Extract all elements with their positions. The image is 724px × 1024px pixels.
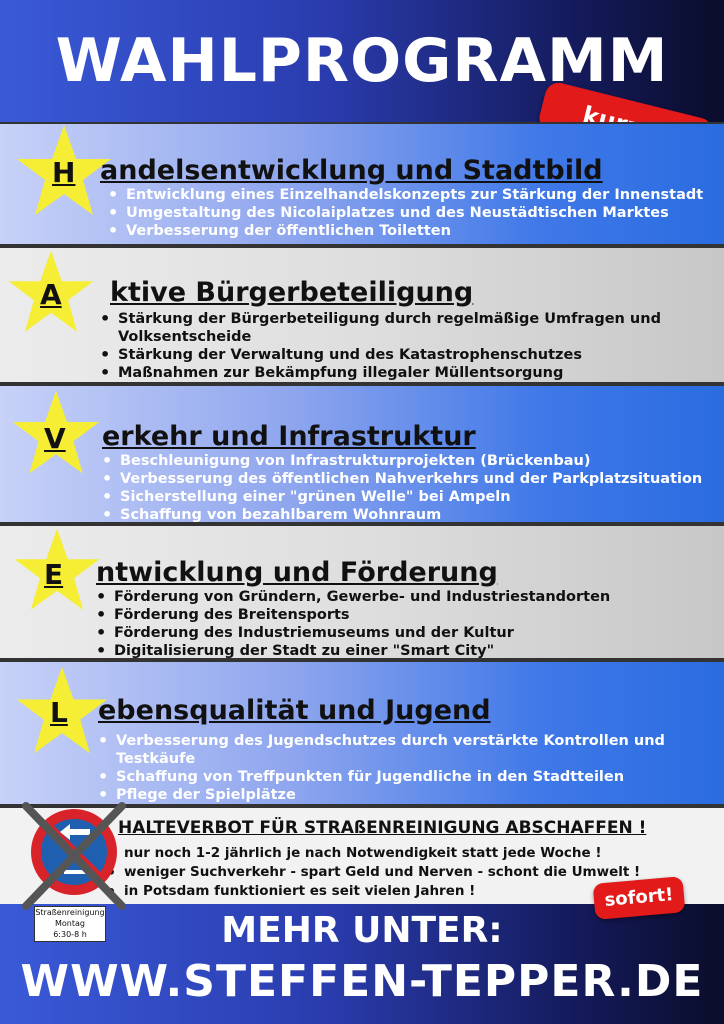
parking-title: HALTEVERBOT FÜR STRAßENREINIGUNG ABSCHAFFEN ! [118, 818, 647, 838]
sign-plate-line: Montag [55, 919, 85, 928]
parking-bullets [104, 844, 640, 901]
list-item: • Maßnahmen zur Bekämpfung illegaler Müllentsorgung [98, 364, 668, 382]
list-item: • Stärkung der Verwaltung und des Katastrophenschutzes [98, 346, 668, 364]
list-item: • Förderung von Gründern, Gewerbe- und Industriestandorten [94, 588, 694, 606]
section-bullets [94, 588, 694, 660]
section-heading: ktive Bürgerbeteiligung [110, 277, 474, 308]
list-item: • Beschleunigung von Infrastrukturprojekten (Brückenbau) [100, 452, 710, 470]
section-entwicklung [0, 524, 724, 660]
list-item: • Verbesserung der öffentlichen Toiletten [106, 222, 706, 240]
section-bullets [96, 732, 696, 804]
list-item: • in Potsdam funktioniert es seit vielen Jahren ! [104, 882, 640, 901]
list-item: • Förderung des Industriemuseums und der Kultur [94, 624, 694, 642]
list-item: • Verbesserung des Jugendschutzes durch verstärkte Kontrollen und Testkäufe [96, 732, 696, 768]
list-item: • Förderung des Breitensports [94, 606, 694, 624]
section-heading: erkehr und Infrastruktur [102, 421, 476, 452]
list-item: • Digitalisierung der Stadt zu einer "Smart City" [94, 642, 694, 660]
sofort-badge: sofort! [593, 876, 686, 920]
section-heading: ebensqualität und Jugend [98, 695, 491, 726]
list-item: • nur noch 1-2 jährlich je nach Notwendigkeit statt jede Woche ! [104, 844, 640, 863]
section-heading: ntwicklung und Förderung [96, 557, 498, 588]
sign-plate-line: Straßenreinigung [35, 908, 105, 917]
section-bullets [106, 186, 706, 240]
section-verkehr [0, 384, 724, 524]
list-item: • weniger Suchverkehr - spart Geld und Nerven - schont die Umwelt ! [104, 863, 640, 882]
list-item: • Umgestaltung des Nicolaiplatzes und des Neustädtischen Marktes [106, 204, 706, 222]
list-item: • Schaffung von bezahlbarem Wohnraum [100, 506, 710, 524]
section-letter: L [50, 696, 68, 729]
section-letter: H [52, 156, 76, 189]
section-heading: andelsentwicklung und Stadtbild [100, 155, 603, 186]
section-bullets [98, 310, 668, 382]
section-letter: E [44, 558, 64, 591]
list-item: • Verbesserung des öffentlichen Nahverkehrs und der Parkplatzsituation [100, 470, 710, 488]
list-item: • Pflege der Spielplätze [96, 786, 696, 804]
section-letter: A [40, 278, 62, 311]
section-handel [0, 122, 724, 246]
more-label: MEHR UNTER: [221, 910, 503, 951]
section-bullets [100, 452, 710, 524]
list-item: • Schaffung von Treffpunkten für Jugendliche in den Stadtteilen [96, 768, 696, 786]
section-letter: V [44, 422, 66, 455]
sign-plate-line: 6:30-8 h [53, 930, 87, 939]
section-leben [0, 660, 724, 806]
list-item: • Entwicklung eines Einzelhandelskonzepts zur Stärkung der Innenstadt [106, 186, 706, 204]
website-link[interactable]: WWW.STEFFEN-TEPPER.DE [20, 956, 704, 1007]
list-item: • Stärkung der Bürgerbeteiligung durch regelmäßige Umfragen und Volksentscheide [98, 310, 668, 346]
poster-title: WAHLPROGRAMM [55, 26, 669, 96]
section-aktiv [0, 246, 724, 384]
list-item: • Sicherstellung einer "grünen Welle" bei Ampeln [100, 488, 710, 506]
